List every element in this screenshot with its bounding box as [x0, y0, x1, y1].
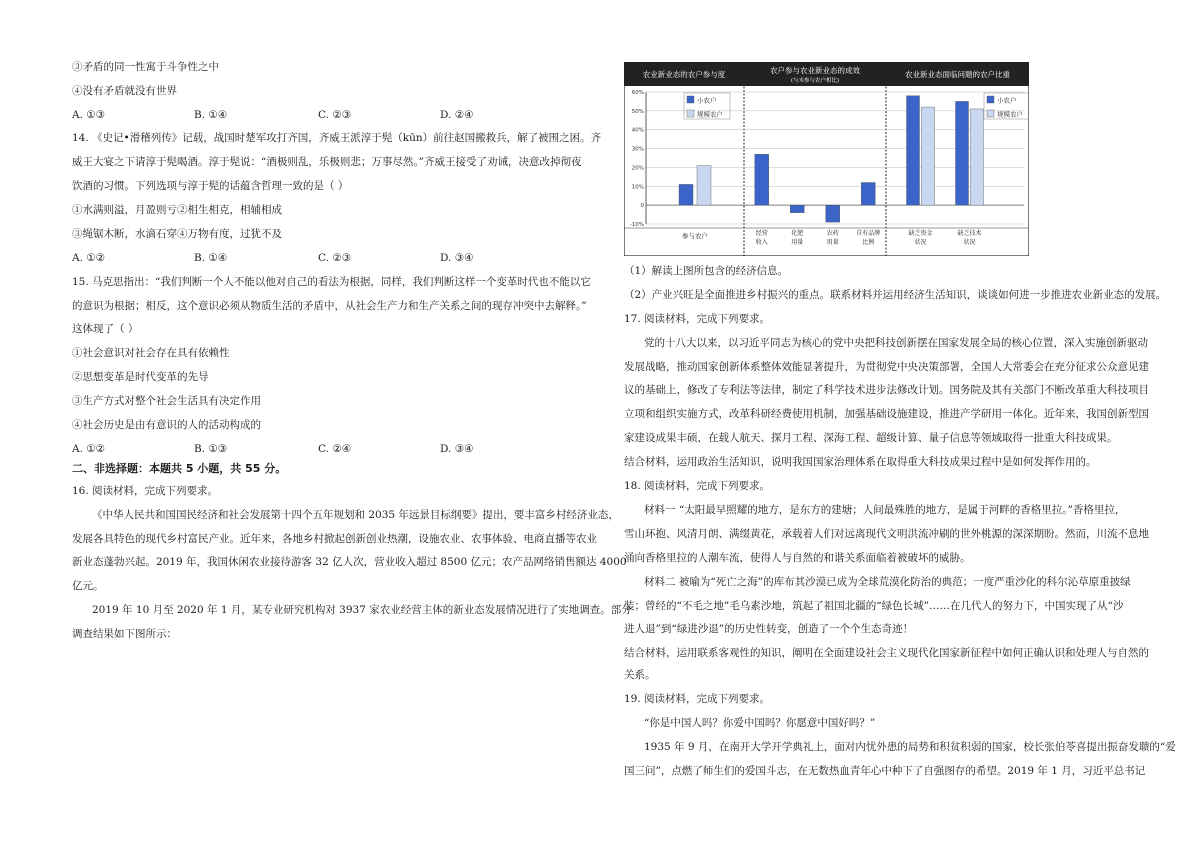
q14-option-d: D. ③④ [440, 252, 474, 264]
y-tick-label: -10% [629, 222, 644, 228]
q17-line: 党的十八大以来，以习近平同志为核心的党中央把科技创新摆在国家发展全局的核心位置，深入实施创新驱动 [644, 337, 1148, 349]
category-label: 缺乏技术 [957, 230, 982, 237]
q13-option-c: C. ②③ [318, 109, 352, 121]
q16-sub-2: （2）产业兴旺是全面推进乡村振兴的重点。联系材料并运用经济生活知识，谈谈如何进一步推进农业新业态的发展。 [624, 289, 1167, 301]
q15-line: 这体现了（ ） [72, 323, 139, 335]
legend-label: 小农户 [697, 96, 717, 105]
y-tick-label: 50% [631, 108, 644, 115]
panel-title: 农户参与农业新业态的成效 [770, 66, 860, 75]
q15-option-a: A. ①② [72, 443, 106, 455]
bar-effect [826, 205, 840, 222]
q18-material1-line: 材料一 “太阳最早照耀的地方，是东方的建塘；人间最殊胜的地方，是属于河畔的香格里拉。”香格里拉， [644, 504, 1126, 516]
survey-bar-chart [624, 62, 1029, 256]
q18-material2-line: 材料二 被喻为“死亡之海”的库布其沙漠已成为全球荒漠化防治的典范；一度严重沙化的科尔沁草原重披绿 [644, 576, 1131, 588]
legend-swatch [987, 110, 994, 117]
q15-line: 15. 马克思指出：“我们判断一个人不能以他对自己的看法为根据，同样，我们判断这样一个变革时代也不能以它 [72, 276, 591, 288]
bar-small-farmer [956, 101, 969, 205]
legend-label: 规模农户 [997, 110, 1023, 119]
legend-label: 规模农户 [697, 110, 723, 119]
q19-line: 国三问”，点燃了师生们的爱国斗志，在无数热血青年心中种下了自强图存的希望。2019 年 1 月，习近平总书记 [624, 765, 1146, 777]
category-label: 状况 [914, 239, 927, 246]
q13-item-3: ③矛盾的同一性寓于斗争性之中 [72, 61, 219, 73]
category-label: 用量 [826, 239, 839, 246]
category-label: 用量 [791, 239, 804, 246]
q17-question: 结合材料，运用政治生活知识，说明我国国家治理体系在取得重大科技成果过程中是如何发挥作用的。 [624, 456, 1097, 468]
legend-swatch [987, 96, 994, 103]
q16-sub-1: （1）解读上图所包含的经济信息。 [624, 265, 789, 277]
q17-line: 家建设成果丰硕，在载人航天、探月工程、深海工程、超级计算、量子信息等领域取得一批重大科技成果。 [624, 432, 1118, 444]
category-label: 农药 [826, 230, 839, 237]
q14-option-c: C. ②③ [318, 252, 352, 264]
legend-swatch [687, 110, 694, 117]
q14-line: 威王大宴之下请淳于髡喝酒。淳于髡说：“酒极则乱，乐极则悲；万事尽然。”齐威王接受了劝诫，决意改掉彻夜 [72, 156, 582, 168]
q15-line: 的意识为根据；相反，这个意识必须从物质生活的矛盾中，从社会生产力和生产关系之间的现存冲突中去解释。” [72, 300, 587, 312]
panel-title: 农业新业态面临问题的农户比重 [905, 70, 1010, 79]
q14-option-b: B. ①④ [194, 252, 228, 264]
q15-option-b: B. ①③ [194, 443, 228, 455]
q15-option-c: C. ②④ [318, 443, 352, 455]
y-tick-label: 0 [640, 203, 644, 210]
q13-item-4: ④没有矛盾就没有世界 [72, 85, 177, 97]
q17-heading: 17. 阅读材料，完成下列要求。 [624, 313, 771, 325]
q14-line: 饮酒的习惯。下列选项与淳于髡的话蕴含哲理一致的是（ ） [72, 180, 349, 192]
panel-subtitle: (与未参与农户相比) [790, 78, 840, 84]
category-label: 比例 [862, 239, 875, 246]
category-label: 状况 [963, 239, 976, 246]
bar-effect [755, 154, 769, 205]
bar-large-farmer [922, 107, 935, 205]
q17-line: 立项和组织实施方式，改革科研经费使用机制，加强基础设施建设，推进产学研用一体化。近年来，我国创新型国 [624, 408, 1149, 420]
q18-material2-line: 进人退”到“绿进沙退”的历史性转变，创造了一个个生态奇迹！ [624, 623, 914, 635]
y-tick-label: 60% [631, 90, 644, 96]
legend-swatch [687, 96, 694, 103]
q13-option-b: B. ①④ [194, 109, 228, 121]
bar-large-farmer [697, 166, 711, 206]
category-label: 化肥 [791, 230, 804, 237]
q16-line: 2019 年 10 月至 2020 年 1 月，某专业研究机构对 3937 家农业经营主体的新业态发展情况进行了实地调查。部分 [92, 604, 632, 616]
q17-line: 议的基础上，修改了专利法等法律，制定了科学技术进步法修改计划。国务院及其有关部门不断改革重大科技项目 [624, 384, 1149, 396]
q16-line: 调查结果如下图所示： [72, 628, 177, 640]
q18-question: 结合材料，运用联系客观性的知识，阐明在全面建设社会主义现代化国家新征程中如何正确认识和处理人与自然的 [624, 647, 1149, 659]
section-heading: 二、非选择题：本题共 5 小题，共 55 分。 [72, 462, 287, 475]
q17-line: 发展战略，推动国家创新体系整体效能显著提升，为贯彻党中央决策部署，全国人大常委会在充分征求公众意见建 [624, 361, 1149, 373]
q13-option-a: A. ①③ [72, 109, 106, 121]
q14-option-a: A. ①② [72, 252, 106, 264]
q18-heading: 18. 阅读材料，完成下列要求。 [624, 480, 771, 492]
q14-line: ③绳锯木断，水滴石穿④万物有度，过犹不及 [72, 228, 282, 240]
panel-title: 农业新业态的农户参与度 [642, 70, 726, 79]
q18-material2-line: 装；曾经的“不毛之地”毛乌素沙地，筑起了祖国北疆的“绿色长城”……在几代人的努力下，中国实现了从“沙 [624, 600, 1124, 612]
q16-line: 亿元。 [72, 580, 104, 592]
category-label: 参与农户 [682, 232, 708, 240]
y-tick-label: 10% [631, 184, 644, 191]
q14-line: ①水满则溢，月盈则亏②相生相克，相辅相成 [72, 204, 282, 216]
q15-line: ①社会意识对社会存在具有依赖性 [72, 347, 230, 359]
legend-label: 小农户 [997, 96, 1017, 105]
q16-line: 新业态蓬勃兴起。2019 年，我国休闲农业接待游客 32 亿人次，营业收入超过 8500 亿元；农产品网络销售额达 4000 [72, 556, 627, 568]
q19-line: “你是中国人吗？你爱中国吗？你愿意中国好吗？” [644, 717, 876, 729]
q18-material1-line: 雪山环抱、风清月朗、满缀黄花，承载着人们对远离现代文明洪流冲刷的世外桃源的深深期盼。然而，川流不息地 [624, 528, 1149, 540]
q15-line: ③生产方式对整个社会生活具有决定作用 [72, 395, 261, 407]
q13-option-d: D. ②④ [440, 109, 474, 121]
category-label: 缺乏资金 [908, 230, 933, 237]
q16-line: 《中华人民共和国国民经济和社会发展第十四个五年规划和 2035 年远景目标纲要》提出，要丰富乡村经济业态， [92, 509, 619, 521]
bar-effect [861, 183, 875, 206]
bar-small-farmer [679, 184, 693, 205]
bar-effect [790, 205, 804, 213]
q18-material1-line: 涌向香格里拉的人潮车流，使得人与自然的和谐关系面临着被破坏的威胁。 [624, 552, 971, 564]
q16-line: 16. 阅读材料，完成下列要求。 [72, 485, 219, 497]
category-label: 经营 [755, 230, 768, 237]
q18-question: 关系。 [624, 669, 656, 681]
q15-line: ②思想变革是时代变革的先导 [72, 371, 209, 383]
q14-line: 14. 《史记•滑稽列传》记载，战国时楚军攻打齐国，齐威王派淳于髡（kūn）前往赵国搬救兵，解了被围之困。齐 [72, 132, 602, 144]
category-label: 收入 [755, 239, 768, 246]
y-tick-label: 40% [631, 127, 644, 134]
q19-heading: 19. 阅读材料，完成下列要求。 [624, 693, 771, 705]
q19-line: 1935 年 9 月，在南开大学开学典礼上，面对内忧外患的局势和积贫积弱的国家，校长张伯苓喜提出振奋发聩的“爱 [644, 741, 1176, 753]
q15-option-d: D. ③④ [440, 443, 474, 455]
y-tick-label: 30% [631, 146, 644, 153]
bar-large-farmer [971, 109, 984, 205]
q15-line: ④社会历史是由有意识的人的活动构成的 [72, 419, 261, 431]
category-label: 自有品牌 [856, 230, 881, 237]
bar-small-farmer [907, 96, 920, 205]
q16-line: 发展各具特色的现代乡村富民产业。近年来，各地乡村掀起创新创业热潮，设施农业、农事体验、电商直播等农业 [72, 533, 597, 545]
y-tick-label: 20% [631, 165, 644, 172]
